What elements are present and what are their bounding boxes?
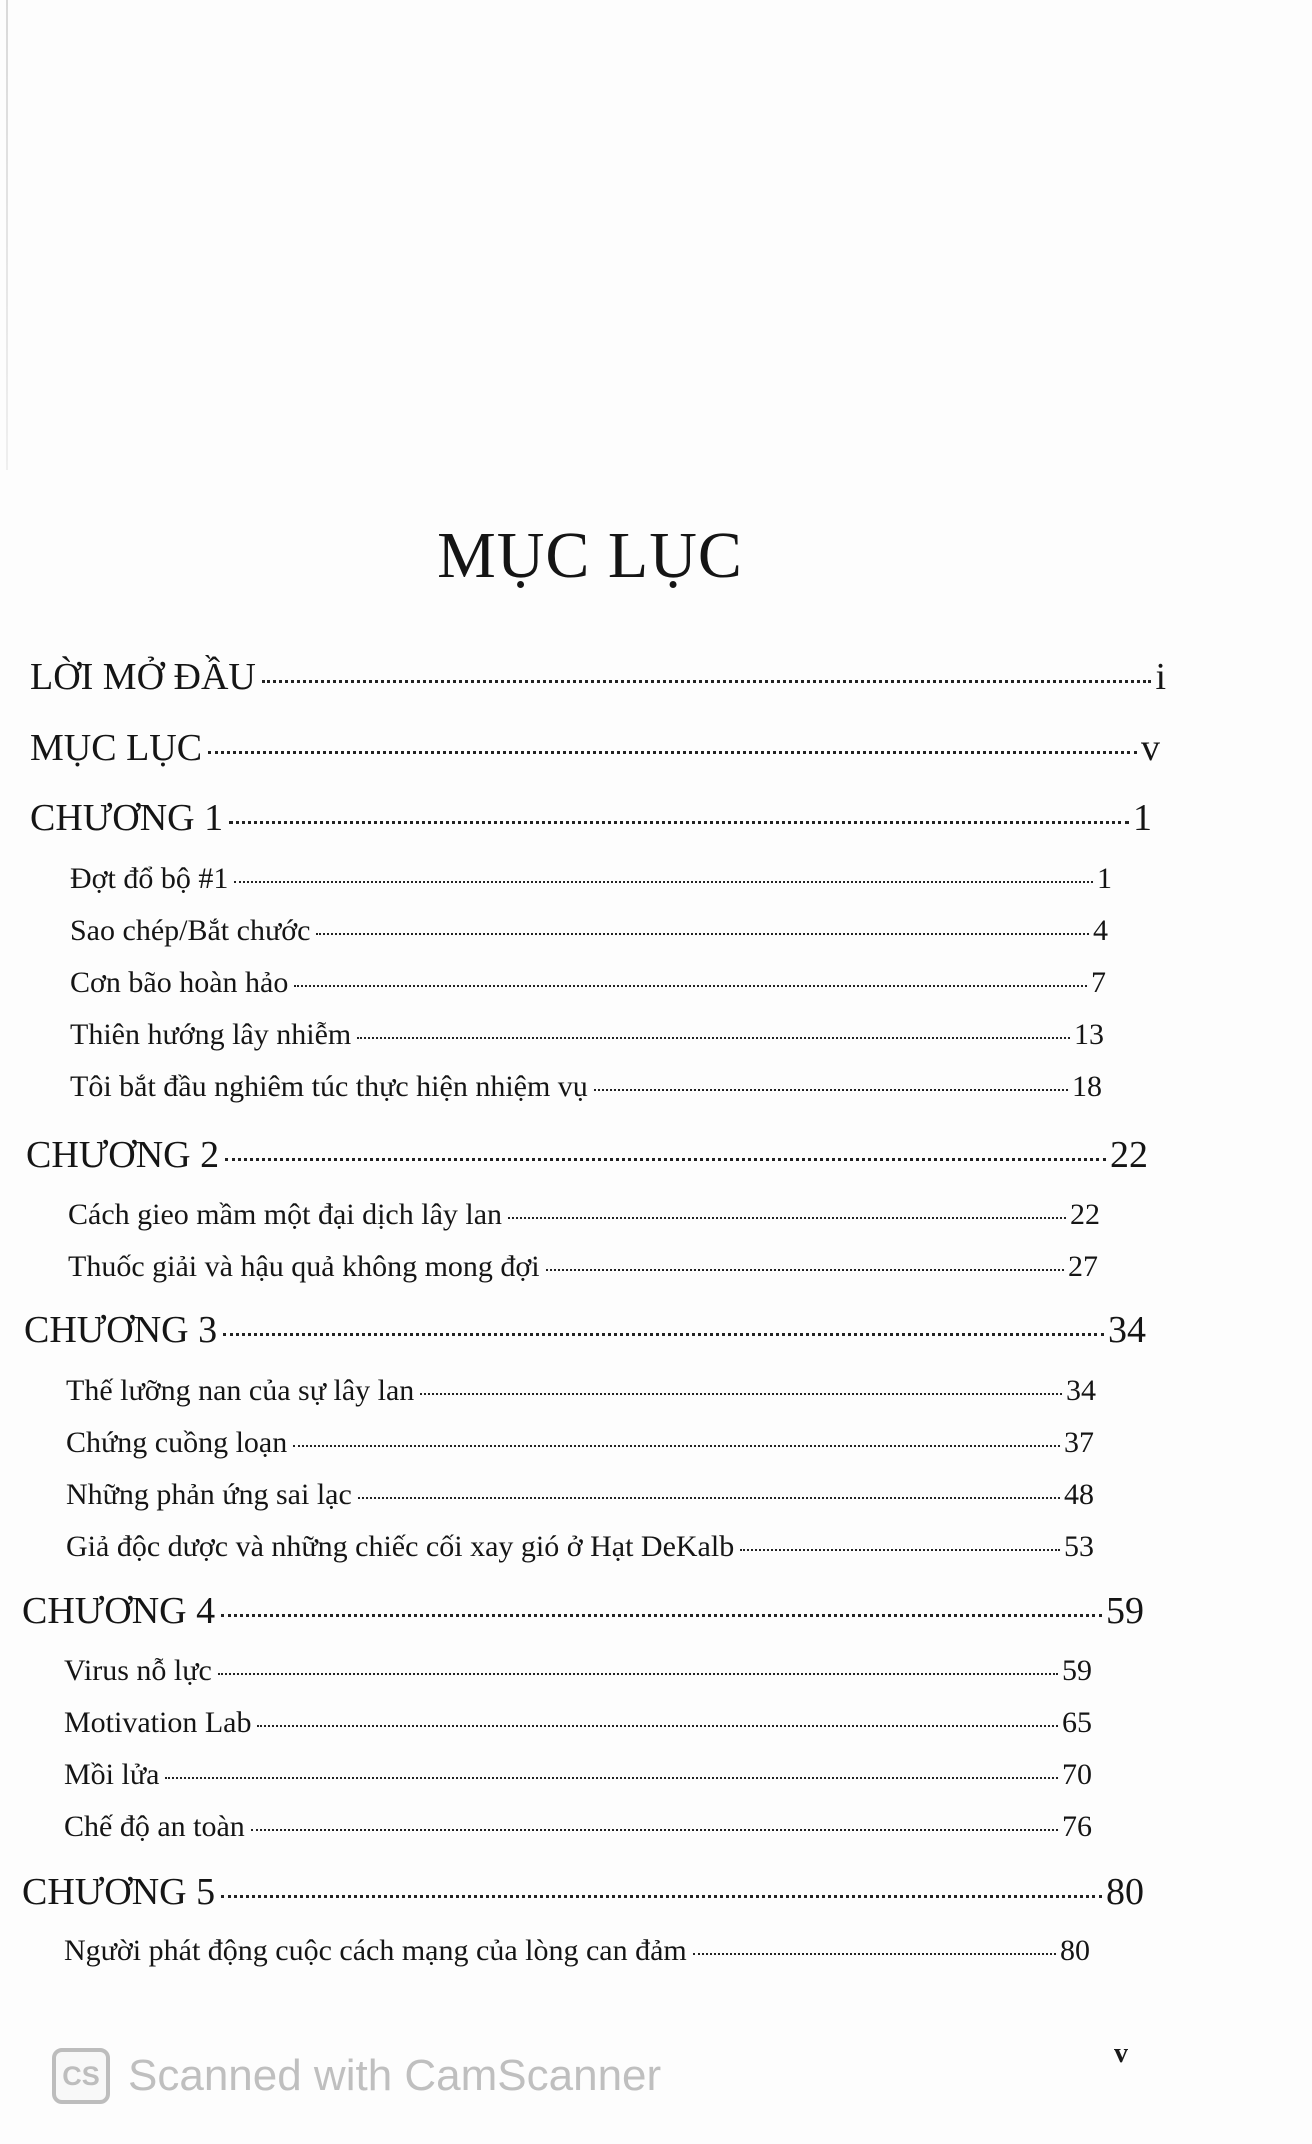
toc-page-number: 34 — [1066, 1374, 1096, 1407]
toc-page-number: 18 — [1072, 1070, 1102, 1103]
toc-entry-chapter-3 — [24, 1308, 1146, 1352]
toc-label: MỤC LỤC — [30, 727, 203, 769]
dot-leader — [594, 1089, 1068, 1091]
toc-page-number: 70 — [1062, 1758, 1092, 1791]
dot-leader — [693, 1953, 1056, 1955]
camscanner-watermark — [52, 2048, 661, 2104]
toc-page-number: 80 — [1060, 1934, 1090, 1967]
dot-leader — [208, 751, 1137, 754]
watermark-text: Scanned with CamScanner — [128, 2051, 662, 2100]
dot-leader — [262, 680, 1152, 683]
toc-entry-chapter-1 — [30, 796, 1152, 840]
toc-label: Tôi bắt đầu nghiêm túc thực hiện nhiệm vụ — [70, 1070, 588, 1103]
toc-page-number: v — [1141, 727, 1160, 769]
dot-leader — [165, 1777, 1058, 1779]
toc-label: Mồi lửa — [64, 1758, 160, 1791]
dot-leader — [221, 1895, 1102, 1898]
dot-leader — [229, 821, 1129, 824]
toc-page-number: 13 — [1074, 1018, 1104, 1051]
toc-page-number: 59 — [1106, 1590, 1144, 1632]
dot-leader — [257, 1725, 1058, 1727]
toc-page-number: 22 — [1070, 1198, 1100, 1231]
toc-entry-section — [64, 1934, 1090, 1968]
toc-entry-section — [70, 914, 1108, 948]
toc-label: Chế độ an toàn — [64, 1810, 245, 1843]
dot-leader — [234, 881, 1093, 883]
toc-page-number: 37 — [1064, 1426, 1094, 1459]
toc-entry-section — [64, 1654, 1092, 1688]
dot-leader — [294, 985, 1087, 987]
dot-leader — [221, 1614, 1102, 1617]
dot-leader — [357, 1037, 1070, 1039]
dot-leader — [316, 933, 1089, 935]
toc-page-number: 7 — [1091, 966, 1106, 999]
camscanner-logo-icon: CS — [52, 2048, 110, 2104]
dot-leader — [251, 1829, 1058, 1831]
toc-label: Đợt đổ bộ #1 — [70, 862, 229, 895]
toc-label: Giả độc dược và những chiếc cối xay gió ở Hạt DeKalb — [66, 1530, 735, 1563]
page-edge-shadow — [6, 0, 8, 470]
toc-page-number: 48 — [1064, 1478, 1094, 1511]
toc-page-number: 22 — [1110, 1134, 1148, 1176]
toc-label: CHƯƠNG 1 — [30, 797, 224, 839]
toc-entry-section — [66, 1530, 1094, 1564]
toc-label: CHƯƠNG 3 — [24, 1309, 218, 1351]
toc-entry-section — [70, 1070, 1102, 1104]
toc-page-number: 53 — [1064, 1530, 1094, 1563]
dot-leader — [225, 1158, 1106, 1161]
toc-entry-chapter-4 — [22, 1589, 1144, 1633]
page-number-folio: v — [1114, 2038, 1128, 2069]
toc-page-number: 34 — [1108, 1309, 1146, 1351]
toc-page-number: 76 — [1062, 1810, 1092, 1843]
toc-entry-section — [70, 862, 1112, 896]
page-title: MỤC LỤC — [437, 519, 743, 592]
dot-leader — [293, 1445, 1060, 1447]
dot-leader — [223, 1333, 1104, 1336]
toc-entry-section — [68, 1250, 1098, 1284]
toc-label: Sao chép/Bắt chước — [70, 914, 311, 947]
dot-leader — [740, 1549, 1060, 1551]
toc-label: CHƯƠNG 5 — [22, 1871, 216, 1913]
toc-entry-section — [64, 1706, 1092, 1740]
toc-entry-section — [64, 1758, 1092, 1792]
toc-entry-section — [70, 1018, 1104, 1052]
toc-page-number: 1 — [1097, 862, 1112, 895]
toc-label: Người phát động cuộc cách mạng của lòng can đảm — [64, 1934, 687, 1967]
toc-entry-muc-luc — [30, 726, 1160, 770]
toc-entry-section — [66, 1374, 1096, 1408]
toc-label: Cách gieo mầm một đại dịch lây lan — [68, 1198, 503, 1231]
toc-page-number: 59 — [1062, 1654, 1092, 1687]
toc-entry-section — [66, 1426, 1094, 1460]
toc-label: Chứng cuồng loạn — [66, 1426, 288, 1459]
toc-entry-section — [66, 1478, 1094, 1512]
toc-page-number: 65 — [1062, 1706, 1092, 1739]
toc-page-number: 27 — [1068, 1250, 1098, 1283]
toc-label: Thuốc giải và hậu quả không mong đợi — [68, 1250, 540, 1283]
toc-entry-section — [64, 1810, 1092, 1844]
dot-leader — [218, 1673, 1058, 1675]
toc-label: Cơn bão hoàn hảo — [70, 966, 289, 999]
dot-leader — [546, 1269, 1064, 1271]
toc-label: CHƯƠNG 4 — [22, 1590, 216, 1632]
toc-page-number: 4 — [1093, 914, 1108, 947]
toc-label: Motivation Lab — [64, 1706, 252, 1739]
dot-leader — [508, 1217, 1066, 1219]
toc-page-number: i — [1155, 656, 1166, 698]
toc-label: Virus nỗ lực — [64, 1654, 212, 1687]
toc-label: LỜI MỞ ĐẦU — [30, 656, 256, 698]
toc-entry-loi-mo-dau — [30, 655, 1166, 699]
dot-leader — [420, 1393, 1062, 1395]
toc-label: Thiên hướng lây nhiễm — [70, 1018, 352, 1051]
toc-entry-chapter-2 — [26, 1133, 1148, 1177]
toc-entry-section — [68, 1198, 1100, 1232]
dot-leader — [358, 1497, 1060, 1499]
toc-entry-chapter-5 — [22, 1870, 1144, 1914]
toc-label: Thế lưỡng nan của sự lây lan — [66, 1374, 415, 1407]
toc-page-number: 80 — [1106, 1871, 1144, 1913]
toc-label: CHƯƠNG 2 — [26, 1134, 220, 1176]
toc-page-number: 1 — [1133, 797, 1152, 839]
toc-label: Những phản ứng sai lạc — [66, 1478, 352, 1511]
toc-entry-section — [70, 966, 1106, 1000]
